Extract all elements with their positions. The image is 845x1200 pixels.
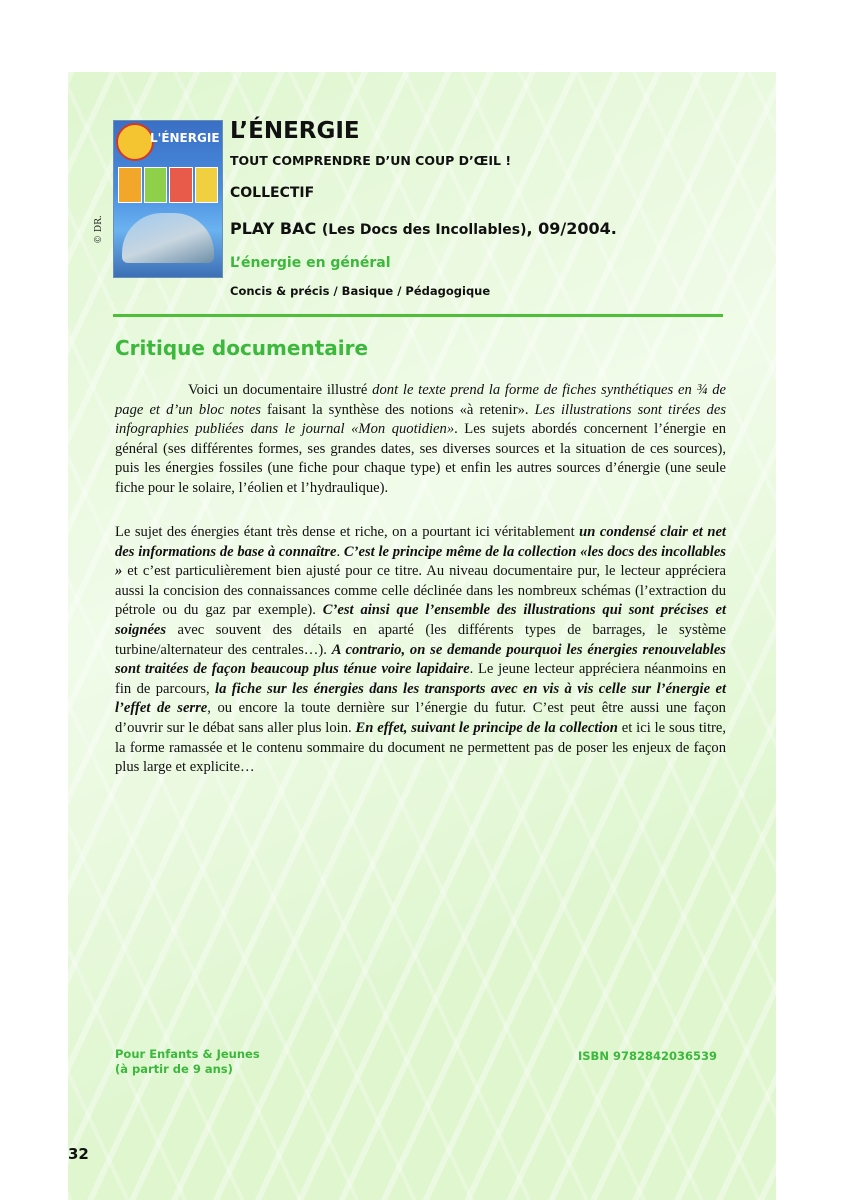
isbn-label: ISBN 9782842036539 bbox=[578, 1049, 717, 1063]
section-title: Critique documentaire bbox=[115, 336, 369, 360]
audience-label: Pour Enfants & Jeunes (à partir de 9 ans) bbox=[115, 1047, 260, 1076]
book-category: L’énergie en général bbox=[230, 255, 391, 271]
book-cover-image bbox=[113, 120, 223, 278]
paragraph-1: Voici un documentaire illustré dont le texte prend la forme de fiches synthétiques en ¾ de page et d’un bloc notes faisant la synthèse des notions «à retenir». Les illustrations sont tirées des infographies publiées dans le journal «Mon quotidien». Les sujets abordés concernent l’énergie en général (ses différentes formes, ses grandes dates, ses diverses sources et la situation de ces sources), puis les énergies fossiles (une fiche pour chaque type) et enfin les autres sources d’énergie (une seule fiche pour le solaire, l’éolien et l’hydraulique). bbox=[115, 382, 727, 496]
book-author: COLLECTIF bbox=[230, 185, 315, 201]
publication-date: , 09/2004. bbox=[526, 219, 617, 238]
cover-title: L'ÉNERGIE bbox=[150, 131, 220, 145]
book-title: L’ÉNERGIE bbox=[230, 118, 360, 144]
page-number: 32 bbox=[68, 1145, 89, 1163]
series-name: (Les Docs des Incollables) bbox=[321, 222, 527, 238]
photo-credit: © DR. bbox=[94, 215, 104, 244]
cover-dam-illustration bbox=[122, 213, 214, 263]
cover-tiles bbox=[118, 167, 218, 203]
book-tags: Concis & précis / Basique / Pédagogique bbox=[230, 284, 491, 298]
series-logo-badge bbox=[116, 123, 154, 161]
book-publisher-line bbox=[230, 219, 617, 238]
section-divider bbox=[113, 314, 723, 317]
book-subtitle: TOUT COMPRENDRE D’UN COUP D’ŒIL ! bbox=[230, 153, 512, 168]
publisher: PLAY BAC bbox=[230, 219, 317, 238]
paragraph-2: Le sujet des énergies étant très dense et riche, on a pourtant ici véritablement un condensé clair et net des informations de base à connaître. C’est le principe même de la collection «les docs des incollables » et c’est particulièrement bien ajusté pour ce titre. Au niveau documentaire pur, le lecteur appréciera aussi la concision des connaissances comme celle déclinée dans les nombreux schémas (l’extraction du pétrole ou du gaz par exemple). C’est ainsi que l’ensemble des illustrations qui sont précises et soignées avec souvent des détails en aparté (les différents types de barrages, le système turbine/alternateur des centrales…). A contrario, on se demande pourquoi les énergies renouvelables sont traitées de façon beaucoup plus ténue voire lapidaire. Le jeune lecteur appréciera néanmoins en fin de parcours, la fiche sur les énergies dans les transports avec en vis à vis celle sur l’énergie et l’effet de serre, ou encore la toute dernière sur l’énergie du futur. C’est peut être aussi une façon d’ouvrir sur le débat sans aller plus loin. En effet, suivant le principe de la collection et ici le sous titre, la forme ramassée et le contenu sommaire du document ne permettent pas de poser les enjeux de façon plus large et explicite… bbox=[115, 524, 727, 776]
